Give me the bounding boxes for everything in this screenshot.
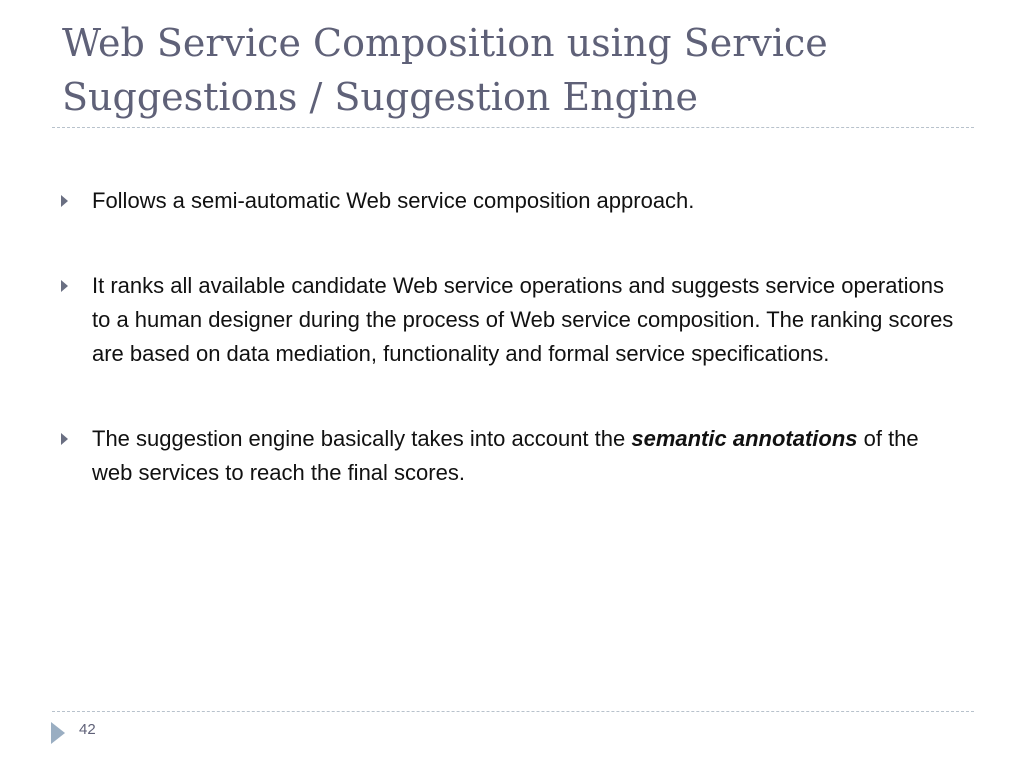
bullet-emphasis: semantic annotations [631, 426, 858, 451]
triangle-bullet-icon [61, 433, 68, 445]
bullet-text-after: of the web services to reach the final scores. [92, 426, 919, 485]
triangle-footer-arrow-icon [51, 722, 65, 744]
bullet-text-before: The suggestion engine basically takes into account the [92, 426, 632, 451]
slide-title: Web Service Composition using Service Suggestions / Suggestion Engine [62, 21, 828, 119]
footer-divider [52, 711, 974, 712]
bullet-list [58, 184, 963, 490]
bullet-item [58, 269, 963, 371]
triangle-bullet-icon [61, 280, 68, 292]
title-divider [52, 127, 974, 128]
page-number: 42 [79, 721, 96, 738]
triangle-bullet-icon [61, 195, 68, 207]
bullet-text: It ranks all available candidate Web service operations and suggests service operations to a human designer during the process of Web service composition. The ranking scores are based on data mediation, functionality and formal service specifications. [92, 273, 954, 366]
bullet-item [58, 184, 963, 218]
bullet-item [58, 422, 963, 490]
bullet-text: Follows a semi-automatic Web service composition approach. [92, 188, 695, 213]
